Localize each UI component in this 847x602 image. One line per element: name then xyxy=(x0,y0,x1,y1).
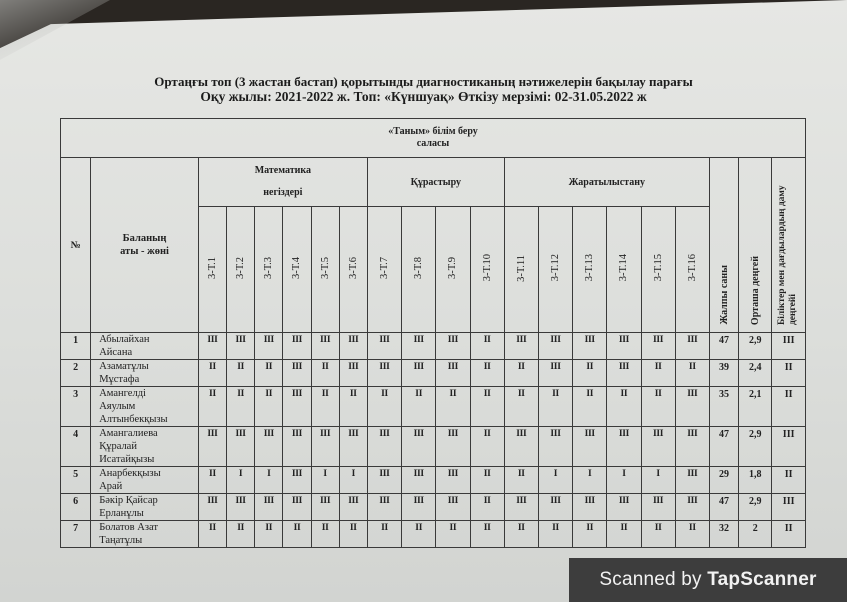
grade-cell: II xyxy=(255,360,283,387)
table-row xyxy=(61,427,806,467)
grade-cell: II xyxy=(675,360,709,387)
row-number: 1 xyxy=(61,333,91,360)
child-name-line: Ерланұлы xyxy=(99,508,144,519)
grade-cell: II xyxy=(607,387,641,427)
grade-cell: II xyxy=(470,360,504,387)
grade-cell: III xyxy=(607,427,641,467)
child-name-line: Бәкір Қайсар xyxy=(99,495,158,506)
code-label: 3-Т.12 xyxy=(550,254,561,282)
child-name xyxy=(91,387,199,427)
grade-cell: II xyxy=(367,521,401,548)
col-total-label: Жалпы саны xyxy=(718,265,730,325)
grade-cell: III xyxy=(675,467,709,494)
grade-cell: III xyxy=(607,360,641,387)
col-header-code xyxy=(311,207,339,333)
grade-cell: III xyxy=(198,333,226,360)
diagnostics-table xyxy=(60,118,806,548)
group-header-math xyxy=(198,158,367,207)
col-name-line2: аты - жөні xyxy=(120,246,169,257)
grade-cell: I xyxy=(607,467,641,494)
grade-cell: III xyxy=(436,360,470,387)
grade-cell: II xyxy=(311,360,339,387)
grade-cell: III xyxy=(283,467,311,494)
grade-cell: III xyxy=(227,427,255,467)
grade-cell: III xyxy=(504,494,538,521)
row-avg: 2,4 xyxy=(739,360,772,387)
row-avg: 2 xyxy=(739,521,772,548)
grade-cell: III xyxy=(283,494,311,521)
grade-cell: II xyxy=(339,521,367,548)
row-avg: 2,1 xyxy=(739,387,772,427)
row-level: II xyxy=(772,521,806,548)
grade-cell: III xyxy=(339,427,367,467)
grade-cell: III xyxy=(227,333,255,360)
grade-cell: II xyxy=(198,360,226,387)
row-number: 6 xyxy=(61,494,91,521)
child-name xyxy=(91,494,199,521)
row-number: 2 xyxy=(61,360,91,387)
col-header-code xyxy=(283,207,311,333)
col-header-avg xyxy=(739,158,772,333)
grade-cell: III xyxy=(573,333,607,360)
code-label: 3-Т.3 xyxy=(263,257,275,279)
row-avg: 2,9 xyxy=(739,333,772,360)
grade-cell: II xyxy=(573,521,607,548)
child-name-line: Болатов Азат xyxy=(99,522,158,533)
grade-cell: II xyxy=(470,467,504,494)
domain-line1: «Таным» білім беру xyxy=(388,126,478,137)
grade-cell: III xyxy=(641,333,675,360)
col-header-code xyxy=(367,207,401,333)
child-name xyxy=(91,333,199,360)
row-total: 47 xyxy=(709,333,738,360)
grade-cell: II xyxy=(538,387,572,427)
grade-cell: II xyxy=(641,360,675,387)
grade-cell: II xyxy=(470,427,504,467)
col-header-level xyxy=(772,158,806,333)
child-name-line: Мұстафа xyxy=(99,374,140,385)
row-total: 32 xyxy=(709,521,738,548)
col-header-code xyxy=(504,207,538,333)
row-total: 47 xyxy=(709,427,738,467)
grade-cell: II xyxy=(227,360,255,387)
child-name-line: Құралай xyxy=(99,441,137,452)
grade-cell: III xyxy=(311,494,339,521)
col-header-code xyxy=(538,207,572,333)
grade-cell: II xyxy=(470,333,504,360)
grade-cell: III xyxy=(675,494,709,521)
code-label: 3-Т.8 xyxy=(413,257,425,279)
grade-cell: III xyxy=(367,467,401,494)
code-label: 3-Т.10 xyxy=(481,254,493,282)
grade-cell: III xyxy=(538,494,572,521)
row-level: III xyxy=(772,333,806,360)
grade-cell: II xyxy=(402,521,436,548)
grade-cell: III xyxy=(641,494,675,521)
scanner-watermark xyxy=(569,558,847,602)
col-header-total xyxy=(709,158,738,333)
grade-cell: II xyxy=(367,387,401,427)
col-header-code xyxy=(573,207,607,333)
grade-cell: II xyxy=(227,521,255,548)
grade-cell: II xyxy=(311,387,339,427)
grade-cell: III xyxy=(504,333,538,360)
col-header-code xyxy=(339,207,367,333)
col-header-code xyxy=(675,207,709,333)
grade-cell: III xyxy=(675,333,709,360)
code-label: 3-Т.2 xyxy=(235,257,247,279)
code-label: 3-Т.14 xyxy=(618,254,630,282)
grade-cell: III xyxy=(283,333,311,360)
table-row xyxy=(61,494,806,521)
table-row xyxy=(61,360,806,387)
grade-cell: II xyxy=(607,521,641,548)
grade-cell: III xyxy=(607,494,641,521)
grade-cell: III xyxy=(255,494,283,521)
grade-cell: III xyxy=(402,427,436,467)
grade-cell: II xyxy=(198,467,226,494)
grade-cell: III xyxy=(283,360,311,387)
grade-cell: III xyxy=(255,427,283,467)
col-level-label: Біліктер мен дағдылардың даму деңгейі xyxy=(776,185,798,325)
grade-cell: III xyxy=(675,387,709,427)
table-row xyxy=(61,333,806,360)
row-avg: 1,8 xyxy=(739,467,772,494)
group-header-nature: Жаратылыстану xyxy=(504,158,709,207)
grade-cell: II xyxy=(227,387,255,427)
grade-cell: III xyxy=(255,333,283,360)
row-level: III xyxy=(772,427,806,467)
grade-cell: II xyxy=(641,521,675,548)
grade-cell: II xyxy=(255,521,283,548)
grade-cell: III xyxy=(198,494,226,521)
code-label: 3-Т.9 xyxy=(447,257,459,279)
grade-cell: III xyxy=(367,333,401,360)
child-name xyxy=(91,467,199,494)
col-header-code xyxy=(198,207,226,333)
col-header-code xyxy=(470,207,504,333)
code-label: 3-Т.13 xyxy=(584,254,596,282)
grade-cell: II xyxy=(641,387,675,427)
row-total: 29 xyxy=(709,467,738,494)
grade-cell: II xyxy=(436,521,470,548)
child-name-line: Азаматұлы xyxy=(99,361,149,372)
child-name xyxy=(91,360,199,387)
domain-header xyxy=(61,119,806,158)
grade-cell: III xyxy=(367,360,401,387)
grade-cell: III xyxy=(436,427,470,467)
grade-cell: III xyxy=(283,427,311,467)
domain-line2: саласы xyxy=(416,138,450,149)
document-title: Ортаңғы топ (3 жастан бастап) қорытынды диагностиканың нәтижелерін бақылау парағы xyxy=(154,74,693,89)
row-total: 35 xyxy=(709,387,738,427)
grade-cell: II xyxy=(504,521,538,548)
table-row xyxy=(61,521,806,548)
grade-cell: III xyxy=(641,427,675,467)
grade-cell: III xyxy=(573,494,607,521)
grade-cell: I xyxy=(538,467,572,494)
row-avg: 2,9 xyxy=(739,494,772,521)
col-avg-label: Орташа деңгей xyxy=(749,255,761,325)
grade-cell: III xyxy=(311,427,339,467)
row-level: III xyxy=(772,494,806,521)
grade-cell: I xyxy=(641,467,675,494)
col-header-code xyxy=(641,207,675,333)
child-name-line: Исатайқызы xyxy=(99,454,155,465)
grade-cell: II xyxy=(436,387,470,427)
grade-cell: I xyxy=(311,467,339,494)
code-label: 3-Т.6 xyxy=(347,257,359,279)
child-name-line: Айсана xyxy=(99,347,133,358)
grade-cell: II xyxy=(504,387,538,427)
child-name-line: Алтынбекқызы xyxy=(99,414,168,425)
code-label: 3-Т.5 xyxy=(319,257,331,279)
row-total: 47 xyxy=(709,494,738,521)
row-number: 7 xyxy=(61,521,91,548)
grade-cell: I xyxy=(227,467,255,494)
col-header-name xyxy=(91,158,199,333)
grade-cell: II xyxy=(402,387,436,427)
table-row xyxy=(61,387,806,427)
code-label: 3-Т.7 xyxy=(378,257,390,279)
grade-cell: II xyxy=(573,387,607,427)
code-label: 3-Т.4 xyxy=(291,257,303,279)
grade-cell: III xyxy=(198,427,226,467)
grade-cell: II xyxy=(573,360,607,387)
child-name-line: Анарбекқызы xyxy=(99,468,161,479)
grade-cell: III xyxy=(339,360,367,387)
grade-cell: III xyxy=(311,333,339,360)
code-label: 3-Т.11 xyxy=(515,254,527,282)
child-name xyxy=(91,521,199,548)
grade-cell: III xyxy=(402,360,436,387)
child-name xyxy=(91,427,199,467)
child-name-line: Аяулым xyxy=(99,401,136,412)
grade-cell: III xyxy=(538,333,572,360)
code-label: 3-Т.16 xyxy=(686,254,698,282)
group-math-line1: Математика xyxy=(254,165,312,176)
col-header-code xyxy=(607,207,641,333)
grade-cell: III xyxy=(607,333,641,360)
grade-cell: III xyxy=(675,427,709,467)
grade-cell: I xyxy=(255,467,283,494)
grade-cell: III xyxy=(402,333,436,360)
grade-cell: II xyxy=(504,360,538,387)
grade-cell: II xyxy=(198,387,226,427)
group-math-line2: негіздері xyxy=(263,187,303,198)
row-number: 5 xyxy=(61,467,91,494)
grade-cell: II xyxy=(675,521,709,548)
child-name-line: Арай xyxy=(99,481,123,492)
grade-cell: II xyxy=(470,494,504,521)
watermark-brand: TapScanner xyxy=(707,569,817,590)
code-label: 3-Т.15 xyxy=(652,254,664,282)
grade-cell: III xyxy=(402,494,436,521)
grade-cell: III xyxy=(573,427,607,467)
grade-cell: III xyxy=(402,467,436,494)
grade-cell: III xyxy=(367,494,401,521)
grade-cell: III xyxy=(339,333,367,360)
grade-cell: III xyxy=(436,333,470,360)
table-row xyxy=(61,467,806,494)
row-level: II xyxy=(772,467,806,494)
grade-cell: III xyxy=(339,494,367,521)
group-header-construct: Құрастыру xyxy=(367,158,504,207)
col-name-line1: Баланың xyxy=(122,233,167,244)
watermark-prefix: Scanned by xyxy=(599,569,708,590)
grade-cell: II xyxy=(311,521,339,548)
row-level: II xyxy=(772,360,806,387)
col-header-code xyxy=(227,207,255,333)
code-label: 3-Т.1 xyxy=(206,257,218,279)
row-number: 4 xyxy=(61,427,91,467)
document-subtitle: Оқу жылы: 2021-2022 ж. Топ: «Күншуақ» Өткізу мерзімі: 02-31.05.2022 ж xyxy=(200,89,647,104)
grade-cell: II xyxy=(283,521,311,548)
grade-cell: III xyxy=(538,427,572,467)
row-level: II xyxy=(772,387,806,427)
grade-cell: III xyxy=(227,494,255,521)
grade-cell: I xyxy=(339,467,367,494)
grade-cell: II xyxy=(198,521,226,548)
col-header-code xyxy=(402,207,436,333)
grade-cell: II xyxy=(339,387,367,427)
grade-cell: II xyxy=(255,387,283,427)
grade-cell: III xyxy=(538,360,572,387)
grade-cell: II xyxy=(470,387,504,427)
row-total: 39 xyxy=(709,360,738,387)
col-header-no: № xyxy=(61,158,91,333)
grade-cell: I xyxy=(573,467,607,494)
grade-cell: III xyxy=(436,494,470,521)
grade-cell: II xyxy=(470,521,504,548)
grade-cell: III xyxy=(504,427,538,467)
col-header-code xyxy=(436,207,470,333)
row-number: 3 xyxy=(61,387,91,427)
child-name-line: Амангелді xyxy=(99,388,146,399)
child-name-line: Абылайхан xyxy=(99,334,150,345)
grade-cell: III xyxy=(436,467,470,494)
child-name-line: Амангалиева xyxy=(99,428,158,439)
row-avg: 2,9 xyxy=(739,427,772,467)
grade-cell: III xyxy=(367,427,401,467)
grade-cell: II xyxy=(538,521,572,548)
grade-cell: II xyxy=(504,467,538,494)
child-name-line: Таңатұлы xyxy=(99,535,143,546)
col-header-code xyxy=(255,207,283,333)
grade-cell: III xyxy=(283,387,311,427)
